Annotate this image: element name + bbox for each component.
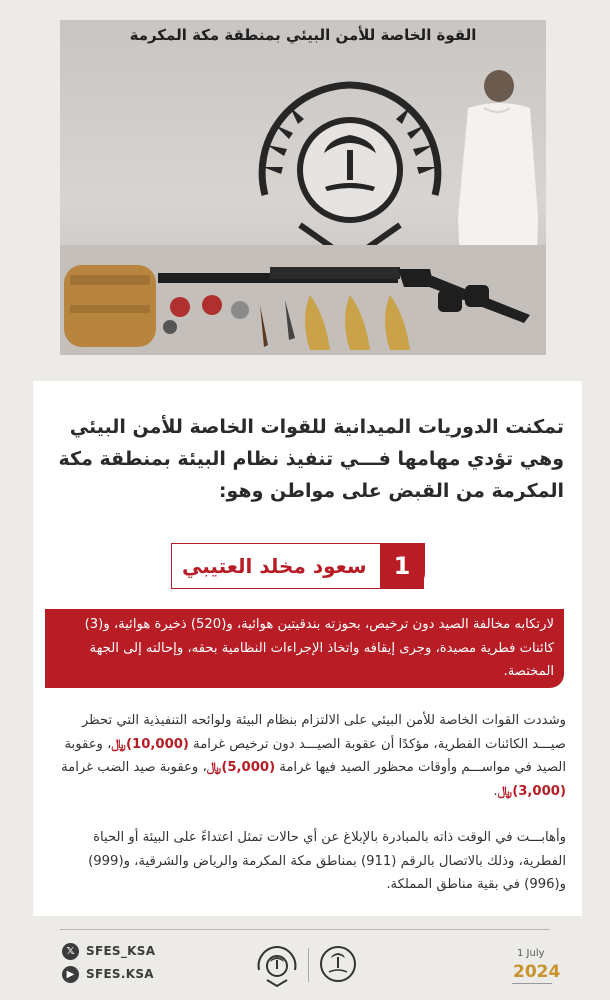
x-link[interactable] [62,941,155,961]
suspect-name-box [171,543,425,589]
suspect-number: 1 [380,543,424,589]
seized-items [60,245,546,355]
fine-season: (5,000) [221,760,276,775]
sfes-logo [255,944,299,988]
penalties-text-c: ، وعقوبة صيد الضب غرامة [61,760,207,775]
article-card [33,381,582,916]
logo-separator [308,948,309,982]
fine-unlicensed: (10,000) [126,736,189,752]
suspect-name: سعود مخلد العتيبي [182,554,367,578]
ministry-logo [318,944,358,984]
riyal-symbol-icon: ﷼ [206,760,222,775]
intro-text: تمكنت الدوريات الميدانية للقوات الخاصة للأمن البيئي وهي تؤدي مهامها فـــي تنفيذ نظام البيئة بمنطقة مكة المكرمة من القبض على مواطن وهو: [58,416,564,502]
riyal-symbol-icon: ﷼ [111,736,126,752]
youtube-handle: SFES.KSA [86,967,154,981]
penalties-paragraph [47,709,566,803]
violation-text: لارتكابه مخالفة الصيد دون ترخيص، بحوزته بندقيتين هوائية، و(520) ذخيرة هوائية، و(3) كائنات فطرية مصيدة، وجرى إيقافه واتخاذ الإجراءات النظامية بحقه، وإحالته إلى الجهة المختصة. [84,617,554,679]
penalties-text-a: وشددت القوات الخاصة للأمن البيئي على الالتزام بنظام البيئة ولوائحه التنفيذية التي تحظر صيـــد الكائنات الفطرية، مؤكدًا أن عقوبة الصيـــد دون ترخيص غرامة [81,713,566,752]
report-paragraph: وأهابـــت في الوقت ذاته بالمبادرة بالإبلاغ عن أي حالات تمثل اعتداءً على البيئة أو الحياة الفطرية، وذلك بالاتصال بالرقم (911) بمناطق مكة المكرمة والرياض والشرقية، و(999) و(996) في بقية مناطق المملكة. [88,830,566,892]
fine-lizard: (3,000) [512,783,566,799]
riyal-symbol-icon: ﷼ [497,783,513,799]
youtube-icon: ▶ [62,966,79,983]
youtube-link[interactable] [62,964,154,984]
photo-caption: القوة الخاصة للأمن البيئي بمنطقة مكة المكرمة [129,26,477,44]
x-icon: 𝕏 [62,943,79,960]
date-year: 2024 [513,962,561,982]
footer-divider [60,929,550,930]
violation-box [45,609,564,688]
date-underline [512,983,552,984]
x-handle: SFES_KSA [86,944,156,958]
penalties-text-d: . [493,783,498,799]
seizure-photo [60,20,546,355]
penalties-text-b: ، وعقوبة الصيد في مواســـم وأوقات محظور الصيد فيها غرامة [64,736,566,775]
date-day: 1 July [517,948,545,959]
emblem-backdrop [245,75,455,265]
